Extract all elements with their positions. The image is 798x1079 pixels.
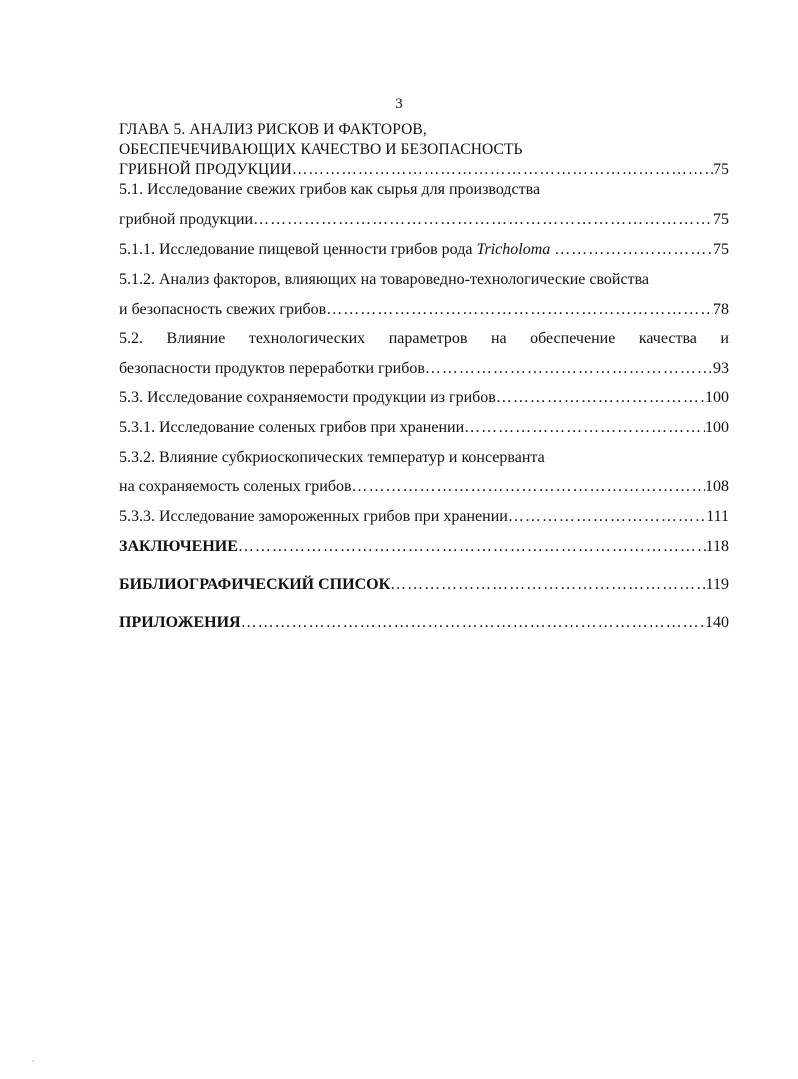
toc-entry-5-3-text: 5.3. Исследование сохраняемости продукции из грибов: [119, 389, 496, 406]
page-ref: 100: [705, 419, 729, 436]
page-ref: 75: [713, 211, 729, 228]
dot-leader: [508, 507, 706, 527]
dot-leader: [464, 418, 705, 438]
toc-entry-5-1-2-line-1: 5.1.2. Анализ факторов, влияющих на товароведно-технологические свойства: [119, 271, 650, 288]
word: на: [490, 330, 507, 347]
page-ref: 111: [706, 508, 729, 525]
page-ref: 100: [705, 389, 729, 406]
toc-entry-5-3-3[interactable]: [119, 507, 729, 527]
toc-entry-5-3-3-text: 5.3.3. Исследование замороженных грибов при хранении: [119, 508, 508, 525]
page-ref: 108: [705, 478, 729, 495]
word: технологических: [248, 330, 366, 347]
conclusion-label: ЗАКЛЮЧЕНИЕ: [119, 538, 238, 555]
toc-entry-5-3-2[interactable]: [119, 477, 729, 497]
toc-entry-5-1-2-line-2: и безопасность свежих грибов: [119, 301, 327, 318]
toc-entry-bibliography[interactable]: [119, 575, 729, 595]
genus-name: Tricholoma: [476, 241, 551, 258]
toc-entry-5-1-2[interactable]: [119, 300, 729, 320]
page-ref: 78: [713, 301, 729, 318]
chapter-5-title-line-1: ГЛАВА 5. АНАЛИЗ РИСКОВ И ФАКТОРОВ,: [119, 121, 427, 138]
page-ref: 93: [713, 360, 729, 377]
chapter-5-title-line-2: ОБЕСПЕЧЕЧИВАЮЩИХ КАЧЕСТВО И БЕЗОПАСНОСТЬ: [119, 141, 523, 158]
word: параметров: [388, 330, 468, 347]
toc-entry-appendices[interactable]: [119, 613, 729, 633]
dot-leader: [352, 477, 705, 497]
word: Влияние: [166, 330, 226, 347]
dot-leader: [292, 160, 713, 180]
page-ref: 118: [705, 538, 729, 555]
toc-entry-5-1-line-1: 5.1. Исследование свежих грибов как сырья для производства: [119, 181, 541, 198]
toc-entry-5-3-1-text: 5.3.1. Исследование соленых грибов при хранении: [119, 419, 465, 436]
dot-leader: [425, 359, 713, 379]
toc-entry-5-1-1-label: 5.1.1. Исследование пищевой ценности грибов рода: [119, 241, 477, 258]
chapter-5-title-line-3: ГРИБНОЙ ПРОДУКЦИИ: [119, 161, 292, 178]
word: качества: [638, 330, 697, 347]
toc-entry-5-2-line-2: безопасности продуктов переработки грибов: [119, 360, 425, 377]
toc-entry-5-1[interactable]: [119, 210, 729, 230]
toc-entry-5-1-line-2: грибной продукции: [119, 211, 254, 228]
toc-entry-5-3[interactable]: [119, 388, 729, 408]
dot-leader: [496, 388, 705, 408]
toc-entry-5-2-line-1: [119, 329, 729, 349]
dot-leader: [253, 210, 713, 230]
dot-leader: [238, 537, 706, 557]
bibliography-label: БИБЛИОГРАФИЧЕСКИЙ СПИСОК: [119, 576, 391, 593]
dot-leader: [326, 300, 713, 320]
toc-entry-5-2[interactable]: [119, 359, 729, 379]
toc-entry-5-3-2-line-2: на сохраняемость соленых грибов: [119, 478, 352, 495]
toc-entry-5-3-2-line-1: 5.3.2. Влияние субкриоскопических температур и консерванта: [119, 449, 545, 466]
scan-artifact: ˏ: [32, 1052, 35, 1062]
dot-leader: [241, 613, 705, 633]
toc-entry-chapter-5[interactable]: [119, 160, 729, 180]
word: 5.2.: [119, 330, 143, 347]
word: и: [720, 330, 729, 347]
toc-entry-5-1-1-text: [119, 240, 554, 260]
page-ref: 75: [713, 241, 729, 258]
dot-leader: [390, 575, 705, 595]
page-ref: 75: [713, 161, 729, 178]
page-ref: 119: [705, 576, 729, 593]
page-number: 3: [395, 96, 403, 112]
page-ref: 140: [705, 614, 729, 631]
toc-entry-5-3-1[interactable]: [119, 418, 729, 438]
toc-entry-conclusion[interactable]: [119, 537, 729, 557]
toc-entry-5-1-1[interactable]: [119, 240, 729, 260]
appendices-label: ПРИЛОЖЕНИЯ: [119, 614, 241, 631]
word: обеспечение: [530, 330, 616, 347]
dot-leader: [554, 240, 713, 260]
